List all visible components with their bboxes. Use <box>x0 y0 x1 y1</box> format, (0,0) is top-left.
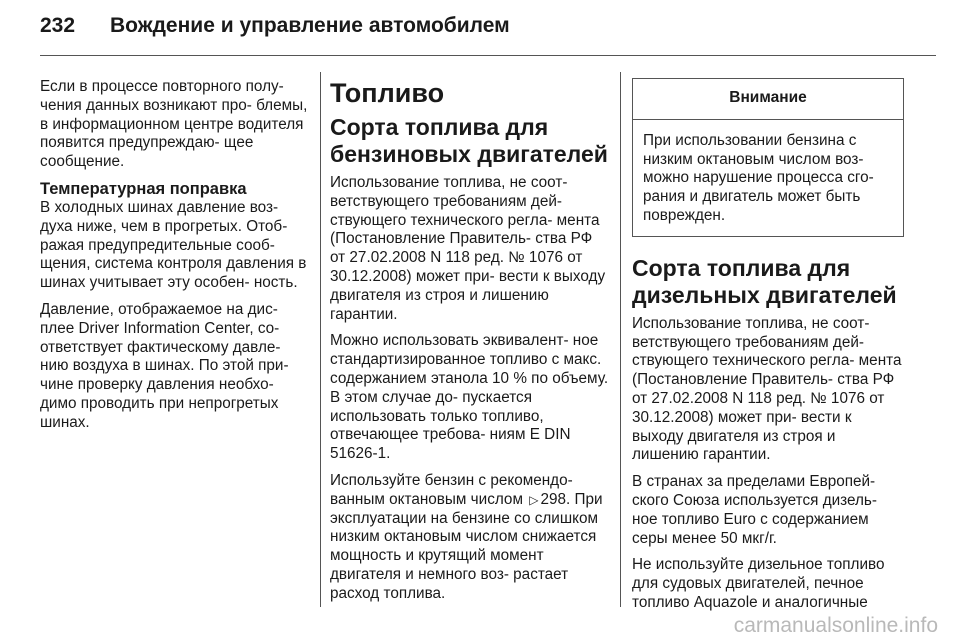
section-heading-diesel: Сорта топлива для дизельных двигателей <box>632 254 897 308</box>
column-divider <box>320 72 321 607</box>
page-number: 232 <box>40 14 76 37</box>
warning-title: Внимание <box>633 79 903 120</box>
column-right <box>632 78 904 621</box>
section-heading-petrol: Сорта топлива для бензиновых двигателей <box>330 114 608 167</box>
page-header <box>40 14 510 38</box>
column-middle <box>330 78 610 612</box>
paragraph: Если в процессе повторного полу- чения данных возникают про- блемы, в информационном центре водителя появится предупреждаю- щее сообщение. <box>40 78 308 171</box>
watermark: carmanualsonline.info <box>733 614 938 637</box>
chapter-title: Вождение и управление автомобилем <box>110 14 510 37</box>
column-left <box>40 78 310 441</box>
paragraph: Давление, отображаемое на дис- плее Driver Information Center, со- ответствует фактическому давле- нию воздуха в шинах. По этой при- чине проверку давления необхо- димо проводить при непрогретых шинах. <box>40 300 289 431</box>
page-reference-link[interactable]: 298. <box>540 490 571 508</box>
column-divider <box>620 72 621 607</box>
paragraph-text: При эксплуатации на бензине со слишком низким октановым числом снижается мощность и крутящий момент двигателя и немного воз- растает расход топлива. <box>330 490 603 602</box>
paragraph-text: Используйте бензин с рекомендо- ванным октановым числом <box>330 471 573 508</box>
section-title-fuel: Топливо <box>330 78 445 108</box>
warning-text: При использовании бензина с низким октановым числом воз- можно нарушение процесса сго- рания и двигатель может быть поврежден. <box>643 131 874 224</box>
paragraph: В холодных шинах давление воз- духа ниже, чем в прогретых. Отоб- ражая предупредительные сооб- щения, система контроля давления в шинах учитывает эту особен- ность. <box>40 198 307 292</box>
paragraph: Можно использовать эквивалент- ное стандартизированное топливо с макс. содержанием этанола 10 % по объему. В этом случае до- пускается использовать только топливо, отвечающее требова- ниям E DIN 51626-1. <box>330 332 609 463</box>
section-heading-temperature: Температурная поправка <box>40 179 247 198</box>
paragraph: В странах за пределами Европей- ского Союза используется дизель- ное топливо Euro с содержанием серы менее 50 мкг/г. <box>632 473 877 547</box>
warning-box <box>632 78 904 237</box>
paragraph: Не используйте дизельное топливо для судовых двигателей, печное топливо Aquazole и аналогичные <box>632 556 885 611</box>
arrow-right-icon[interactable]: ▷ <box>529 492 539 507</box>
paragraph: Использование топлива, не соот- ветствующего требованиям дей- ствующего технического регла- мента (Постановление Правитель- ства РФ от 27.02.2008 N 118 ред. № 1076 от 30.12.2008) может при- вести к выходу двигателя из строя и лишению гарантии. <box>632 314 902 464</box>
paragraph <box>330 472 610 604</box>
paragraph: Использование топлива, не соот- ветствующего требованиям дей- ствующего технического регла- мента (Постановление Правитель- ства РФ от 27.02.2008 N 118 ред. № 1076 от 30.12.2008) может при- вести к выходу двигателя из строя и лишению гарантии. <box>330 174 606 323</box>
header-divider <box>40 55 936 56</box>
